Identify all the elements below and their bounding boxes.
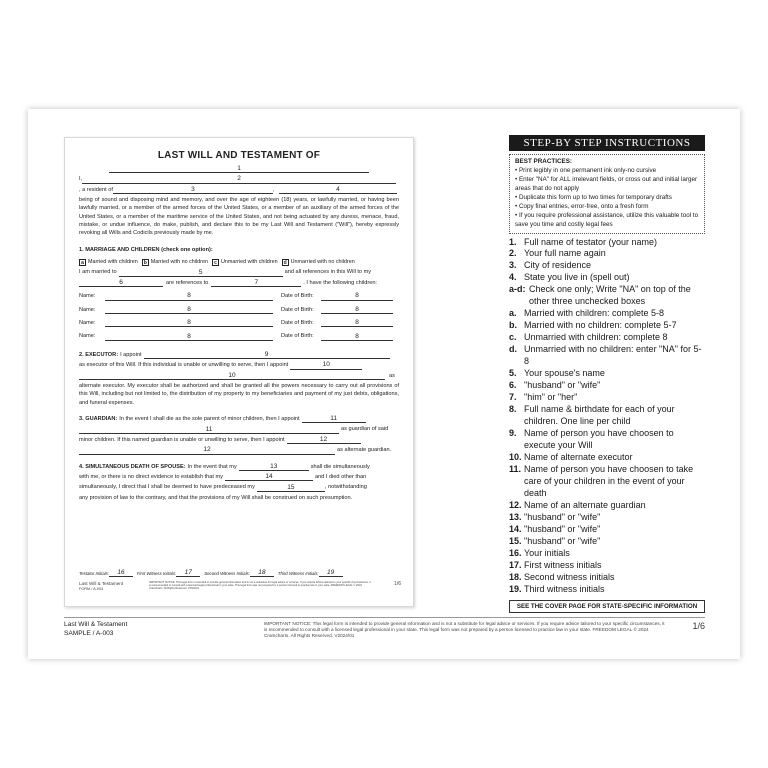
- step-item: a-d: Check one only; Write "NA" on top of the other three unchecked boxes: [509, 284, 691, 307]
- step-item: 7. "him" or "her": [509, 392, 578, 403]
- section-2-title: 2. EXECUTOR:: [79, 351, 119, 358]
- field-11-name[interactable]: 11: [79, 426, 339, 434]
- child-dob-field[interactable]: 8: [321, 306, 393, 314]
- checkbox-d[interactable]: d: [283, 260, 287, 267]
- field-18[interactable]: 18: [250, 569, 274, 577]
- field-14[interactable]: 14: [225, 473, 313, 481]
- step-item: b. Married with no children: complete 5-7: [509, 320, 677, 331]
- child-name-field[interactable]: 8: [105, 306, 273, 314]
- field-9[interactable]: 9: [144, 351, 390, 359]
- guardian-line: 3. GUARDIAN: In the event I shall die as the sole parent of minor children, then I appoint 11: [79, 415, 399, 423]
- form-footer: [79, 581, 401, 592]
- child-row: Name: 8 Date of Birth: 8: [79, 332, 399, 340]
- step-item: c. Unmarried with children: complete 8: [509, 332, 668, 343]
- section-3-title: 3. GUARDIAN:: [79, 416, 118, 423]
- field-3[interactable]: 3: [113, 186, 273, 194]
- form-footer-notice: IMPORTANT NOTICE: This legal form is intended to provide general information and is not a substitute for legal advice or services. If you require advice tailored to your specific circumstances, it is recommended to consult with a licensed legal professional in your state. This legal form was not prepared by a person licensed to practice law in your state. FREEDOM LEGAL © 2024 Cramcharts. All Rights Reserved. V2024/01: [149, 581, 371, 591]
- guardian-name-line: 11 as guardian of said: [79, 425, 399, 433]
- step-item: 14. "husband" or "wife": [509, 523, 601, 534]
- initials-row: Testator Initials: 16 First Witness Initials: 17 Second Witness Initials: 18 Third Witness Initials: 19: [79, 569, 401, 577]
- child-row: Name: 8 Date of Birth: 8: [79, 306, 399, 314]
- cover-page-note: SEE THE COVER PAGE FOR STATE-SPECIFIC INFORMATION: [509, 600, 705, 613]
- executor-powers: alternate executor. My executor shall be authorized and shall be granted all the powers necessary to carry out all provisions of this Will, including but not limited to, the distribution of my property to my beneficiaries and payment of my just debts, obligations, and funeral expenses.: [79, 382, 399, 406]
- alt-guardian-line: minor children. If this named guardian is unable or unwilling to serve, then I appoint 12: [79, 436, 399, 444]
- testator-name-line: [79, 165, 399, 173]
- footer-sample-code: SAMPLE / A-003: [64, 629, 114, 637]
- step-item: a. Married with children: complete 5-8: [509, 308, 665, 319]
- alt-guardian-name-line: 12 as alternate guardian.: [79, 446, 399, 454]
- best-practice-item: • Duplicate this form up to two times for temporary drafts: [515, 193, 672, 201]
- references-line: 6 are references to 7 . I have the following children:: [79, 279, 399, 287]
- step-item: 5. Your spouse's name: [509, 368, 605, 379]
- step-item: 17. First witness initials: [509, 559, 602, 570]
- step-list: [509, 237, 705, 596]
- form-footer-page: 1/6: [394, 581, 401, 587]
- step-item: 15. "husband" or "wife": [509, 535, 601, 546]
- checkbox-b[interactable]: b: [143, 260, 147, 267]
- sim-death-line: 4. SIMULTANEOUS DEATH OF SPOUSE: In the event that my 13 shall die simultaneously: [79, 462, 370, 470]
- step-item: 12. Name of an alternate guardian: [509, 499, 646, 510]
- sim-death-text: any provision of law to the contrary, and that the provisions of my Will shall be construed on such presumption.: [79, 494, 353, 501]
- sim-death-line-3: simultaneously, I direct that I shall be deemed to have predeceased my 15 , notwithstanding: [79, 483, 367, 491]
- step-item: d. Unmarried with no children: enter "NA" for 5-8: [509, 344, 702, 367]
- i-line: I, 2: [79, 175, 399, 183]
- page-footer: [64, 617, 705, 639]
- field-1[interactable]: 1: [109, 165, 369, 173]
- field-17[interactable]: 17: [176, 569, 200, 577]
- sim-death-line-2: with me, or there is no direct evidence to establish that my 14 and I died other than: [79, 473, 367, 481]
- will-form: [64, 137, 414, 607]
- form-footer-title: Last Will & Testament: [79, 581, 124, 586]
- section-1-title: 1. MARRIAGE AND CHILDREN (check one option):: [79, 246, 213, 253]
- best-practice-item: • If you require professional assistance, utilize this valuable tool to save you time and costly legal fees: [515, 211, 699, 228]
- step-item: 18. Second witness initials: [509, 571, 615, 582]
- best-practice-item: • Copy final entries, error-free, onto a fresh form: [515, 202, 649, 210]
- field-10-name[interactable]: 10: [79, 372, 385, 380]
- step-item: 13. "husband" or "wife": [509, 511, 601, 522]
- child-name-field[interactable]: 8: [105, 333, 273, 341]
- field-16[interactable]: 16: [109, 569, 133, 577]
- footer-notice: IMPORTANT NOTICE: This legal form is intended to provide general information and is not a substitute for legal advice or services. If you require advice tailored to your specific circumstances, it is recommended to consult with a licensed legal professional in your state. This legal form was not prepared by a person licensed to practice law in your state. FREEDOM LEGAL © 2024 Cramcharts. All Rights Reserved. V2024/01: [264, 621, 665, 639]
- field-12[interactable]: 12: [287, 436, 361, 444]
- field-6[interactable]: 6: [79, 279, 163, 287]
- footer-page-number: 1/6: [692, 621, 705, 631]
- field-12-name[interactable]: 12: [79, 446, 335, 454]
- executor-line: 2. EXECUTOR: I appoint 9: [79, 351, 399, 359]
- step-item: 3. City of residence: [509, 260, 592, 271]
- step-item: 4. State you live in (spell out): [509, 272, 630, 283]
- best-practice-item: • Enter "NA" for ALL irrelevant fields, or cross out and initial larger areas that do not apply: [515, 175, 698, 192]
- checkbox-a[interactable]: a: [79, 259, 86, 266]
- instructions-panel: [509, 135, 705, 613]
- field-5[interactable]: 5: [119, 269, 283, 277]
- step-item: 19. Third witness initials: [509, 583, 605, 594]
- step-item: 16. Your initials: [509, 547, 570, 558]
- footer-title: Last Will & Testament: [64, 621, 128, 628]
- step-item: 1. Full name of testator (your name): [509, 236, 658, 247]
- sample-sheet: [28, 109, 740, 659]
- residence-line: , a resident of 3 , 4: [79, 186, 399, 194]
- field-11[interactable]: 11: [302, 415, 366, 423]
- step-item: 11. Name of person you have choosen to take care of your children in the event of your death: [509, 463, 694, 498]
- child-dob-field[interactable]: 8: [321, 333, 393, 341]
- marital-options: a Married with children b Married with no children c Unmarried with children d Unmarried with no children: [79, 258, 399, 266]
- child-row: Name: 8 Date of Birth: 8: [79, 292, 399, 300]
- intro-paragraph: being of sound and disposing mind and memory, and over the age of eighteen (18) years, or lawfully married, or having been lawfully married, or a member of the armed forces of the United States, or a member of an auxiliary of the armed forces of the United States, or a member of the maritime service of the United States, and not being actuated by any duress, menace, fraud, mistake, or undue influence, do make, publish, and declare this to be my Last Will and Testament ("Will"), hereby expressly revoking all Wills and Codicils previously made by me.: [79, 196, 399, 237]
- field-15[interactable]: 15: [257, 484, 325, 492]
- child-name-field[interactable]: 8: [105, 292, 273, 300]
- step-item: 8. Full name & birthdate for each of your children. One line per child: [509, 404, 675, 427]
- field-7[interactable]: 7: [211, 279, 301, 287]
- form-title: LAST WILL AND TESTAMENT OF: [157, 150, 321, 161]
- child-dob-field[interactable]: 8: [321, 292, 393, 300]
- child-name-field[interactable]: 8: [105, 319, 273, 327]
- best-practice-item: • Print legibly in one permanent ink only-no cursive: [515, 166, 657, 174]
- child-dob-field[interactable]: 8: [321, 319, 393, 327]
- section-4-title: 4. SIMULTANEOUS DEATH OF SPOUSE:: [79, 463, 186, 470]
- instructions-title: STEP-BY STEP INSTRUCTIONS: [509, 135, 705, 151]
- field-10[interactable]: 10: [290, 361, 362, 369]
- field-4[interactable]: 4: [279, 186, 397, 194]
- field-19[interactable]: 19: [319, 569, 343, 577]
- step-item: 9. Name of person you have choosen to execute your Will: [509, 428, 674, 450]
- best-practices-box: [509, 154, 705, 234]
- married-to-line: I am married to 5 and all references in this Will to my: [79, 268, 372, 276]
- field-2[interactable]: 2: [82, 175, 396, 183]
- field-13[interactable]: 13: [239, 463, 309, 471]
- child-row: Name: 8 Date of Birth: 8: [79, 319, 399, 327]
- step-item: 2. Your full name again: [509, 248, 606, 259]
- alt-executor-name-line: 10 as: [79, 372, 399, 380]
- step-item: 6. "husband" or "wife": [509, 380, 601, 391]
- best-practices-heading: BEST PRACTICES:: [515, 158, 573, 165]
- checkbox-c[interactable]: c: [212, 259, 219, 266]
- step-item: 10. Name of alternate executor: [509, 451, 633, 462]
- form-footer-code: FORM / A-003: [79, 586, 104, 591]
- alt-executor-line: as executor of this Will. If this individual is unable or unwilling to serve, then I appoint 10: [79, 361, 399, 369]
